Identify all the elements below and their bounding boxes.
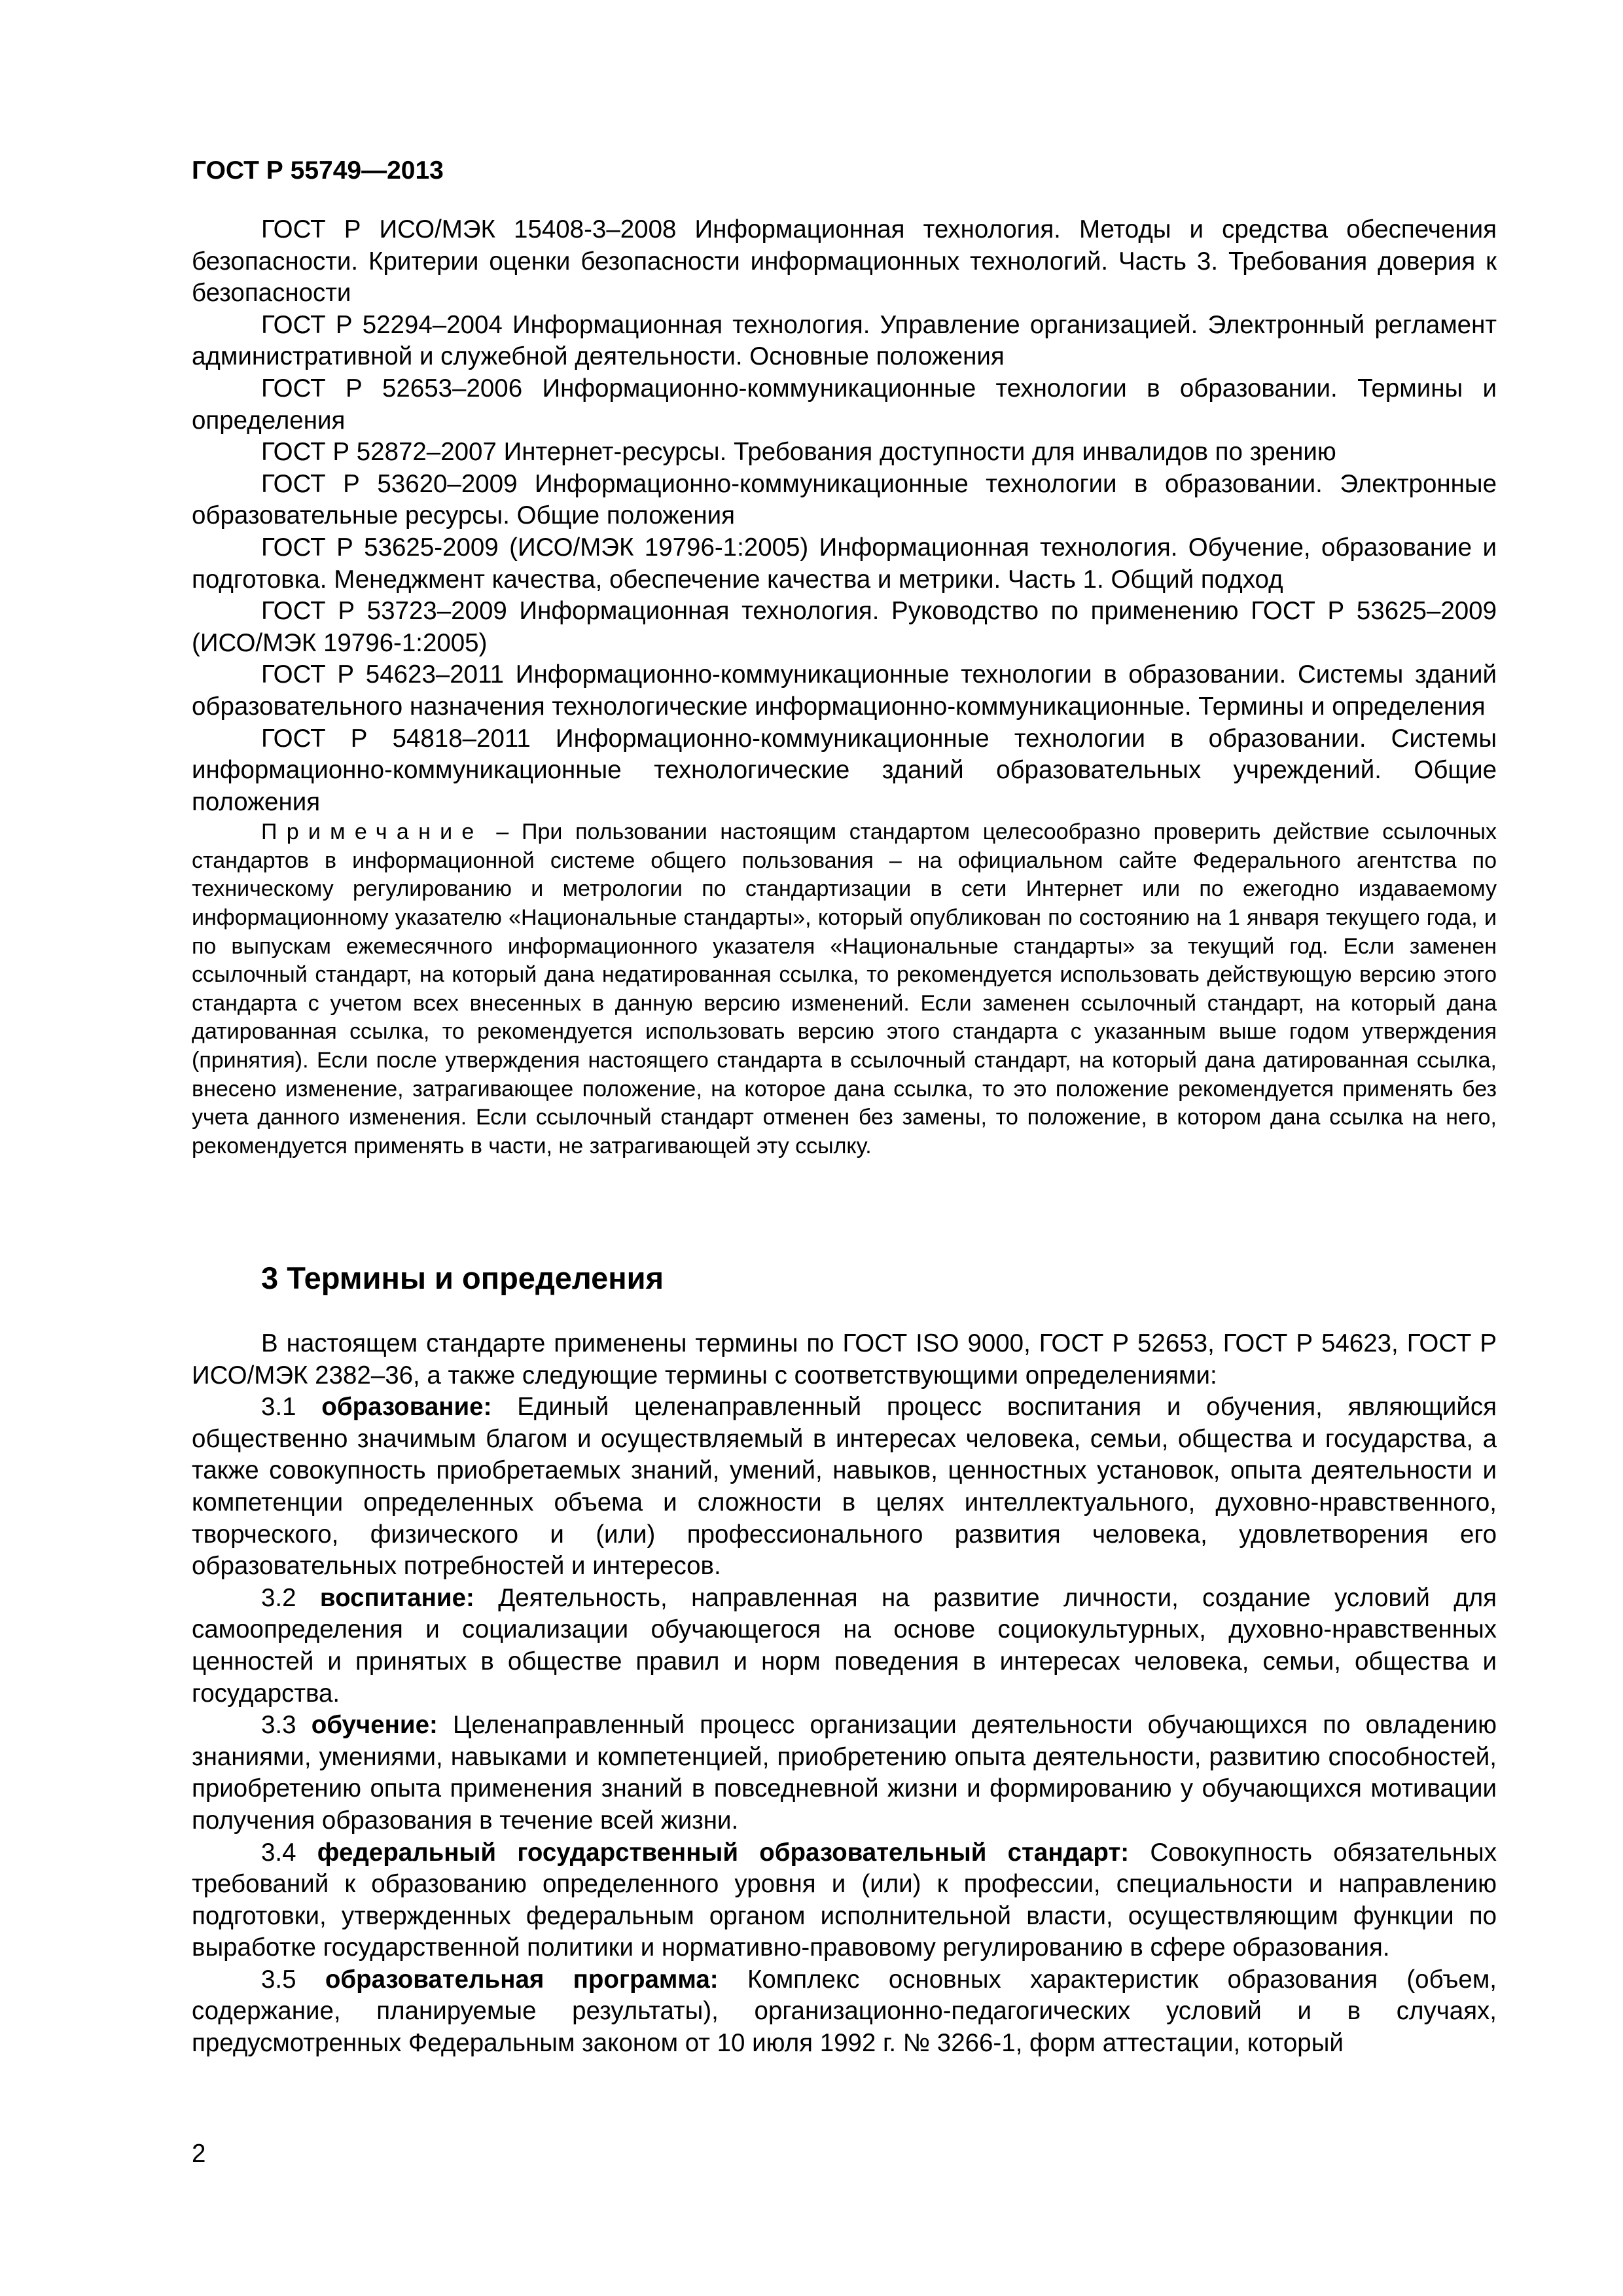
note-paragraph [192,818,1497,1160]
reference-item: ГОСТ Р 54818–2011 Информационно-коммуникационные технологии в образовании. Системы информационно-коммуникационные технологические зданий образовательных учреждений. Общие положения [192,724,1497,816]
reference-item: ГОСТ Р 52294–2004 Информационная технология. Управление организацией. Электронный регламент административной и служебной деятельности. Основные положения [192,310,1497,371]
term-number: 3.4 [261,1838,296,1867]
term-name: обучение: [311,1711,438,1740]
note-text: – При пользовании настоящим стандартом целесообразно проверить действие ссылочных стандартов в информационной системе общего пользования – на официальном сайте Федерального агентства по техническому регулированию и метрологии по стандартизации в сети Интернет или по ежегодно издаваемому информационному указателю «Национальные стандарты», который опубликован по состоянию на 1 января текущего года, и по выпускам ежемесячного информационного указателя «Национальные стандарты» за текущий год. Если заменен ссылочный стандарт, на который дана недатированная ссылка, то рекомендуется использовать действующую версию этого стандарта с учетом всех внесенных в данную версию изменений. Если заменен ссылочный стандарт, на который дана датированная ссылка, то рекомендуется использовать версию этого стандарта с указанным выше годом утверждения (принятия). Если после утверждения настоящего стандарта в ссылочный стандарт, на который дана датированная ссылка, внесено изменение, затрагивающее положение, на которое дана ссылка, то это положение рекомендуется применять без учета данного изменения. Если ссылочный стандарт отменен без замены, то положение, в котором дана ссылка на него, рекомендуется применять в части, не затрагивающей эту ссылку. [192,819,1497,1158]
normative-references [192,214,1497,1160]
term-text: Целенаправленный процесс организации деятельности обучающихся по овладению знаниями, умениями, навыками и компетенцией, приобретению опыта деятельности, развитию способностей, приобретению опыта применения знаний в повседневной жизни и формированию у обучающихся мотивации получения образования в течение всей жизни. [192,1711,1497,1835]
section-body [192,1328,1497,2060]
reference-item: ГОСТ Р 52653–2006 Информационно-коммуникационные технологии в образовании. Термины и определения [192,374,1497,435]
reference-item: ГОСТ Р 52872–2007 Интернет-ресурсы. Требования доступности для инвалидов по зрению [261,438,1336,467]
term-name: федеральный государственный образовательный стандарт: [317,1838,1130,1867]
page-number: 2 [192,2140,206,2168]
section-title: 3 Термины и определения [261,1261,664,1295]
term-name: образовательная программа: [325,1965,719,1994]
term-number: 3.3 [261,1711,296,1740]
section-intro: В настоящем стандарте применены термины по ГОСТ ISO 9000, ГОСТ Р 52653, ГОСТ Р 54623, ГОСТ Р ИСО/МЭК 2382–36, а также следующие термины с соответствующими определениями: [192,1329,1497,1390]
reference-item: ГОСТ Р 53625-2009 (ИСО/МЭК 19796-1:2005) Информационная технология. Обучение, образование и подготовка. Менеджмент качества, обеспечение качества и метрики. Часть 1. Общий подход [192,533,1497,594]
term-number: 3.5 [261,1965,296,1994]
term-definition [192,1391,1497,1583]
term-number: 3.1 [261,1393,296,1422]
reference-item: ГОСТ Р 53620–2009 Информационно-коммуникационные технологии в образовании. Электронные образовательные ресурсы. Общие положения [192,469,1497,530]
term-definition [192,1837,1497,1964]
note-label: Примечание [261,819,484,845]
reference-item: ГОСТ Р 54623–2011 Информационно-коммуникационные технологии в образовании. Системы зданий образовательного назначения технологические информационно-коммуникационные. Термины и определения [192,660,1497,721]
term-name: воспитание: [319,1583,474,1612]
term-text: Совокупность обязательных требований к образованию определенного уровня и (или) к профессии, специальности и направлению подготовки, утвержденных федеральным органом исполнительной власти, осуществляющим функции по выработке государственной политики и нормативно-правовому регулированию в сфере образования. [192,1838,1497,1962]
term-definition [192,1583,1497,1710]
term-text: Деятельность, направленная на развитие личности, создание условий для самоопределения и социализации обучающегося на основе социокультурных, духовно-нравственных ценностей и принятых в обществе правил и норм поведения в интересах человека, семьи, общества и государства. [192,1583,1497,1708]
term-definition [192,1710,1497,1837]
document-header: ГОСТ Р 55749—2013 [192,156,444,185]
reference-item: ГОСТ Р ИСО/МЭК 15408-3–2008 Информационная технология. Методы и средства обеспечения безопасности. Критерии оценки безопасности информационных технологий. Часть 3. Требования доверия к безопасности [192,215,1497,308]
term-text: Единый целенаправленный процесс воспитания и обучения, являющийся общественно значимым благом и осуществляемый в интересах человека, семьи, общества и государства, а также совокупность приобретаемых знаний, умений, навыков, ценностных установок, опыта деятельности и компетенции определенных объема и сложности в целях интеллектуального, духовно-нравственного, творческого, физического и (или) профессионального развития человека, удовлетворения его образовательных потребностей и интересов. [192,1393,1497,1581]
term-text: Комплекс основных характеристик образования (объем, содержание, планируемые результаты), организационно-педагогических условий и в случаях, предусмотренных Федеральным законом от 10 июля 1992 г. № 3266-1, форм аттестации, который [192,1965,1497,2058]
reference-item: ГОСТ Р 53723–2009 Информационная технология. Руководство по применению ГОСТ Р 53625–2009 (ИСО/МЭК 19796-1:2005) [192,597,1497,657]
term-number: 3.2 [261,1583,296,1612]
term-name: образование: [321,1393,492,1422]
term-definition [192,1964,1497,2060]
